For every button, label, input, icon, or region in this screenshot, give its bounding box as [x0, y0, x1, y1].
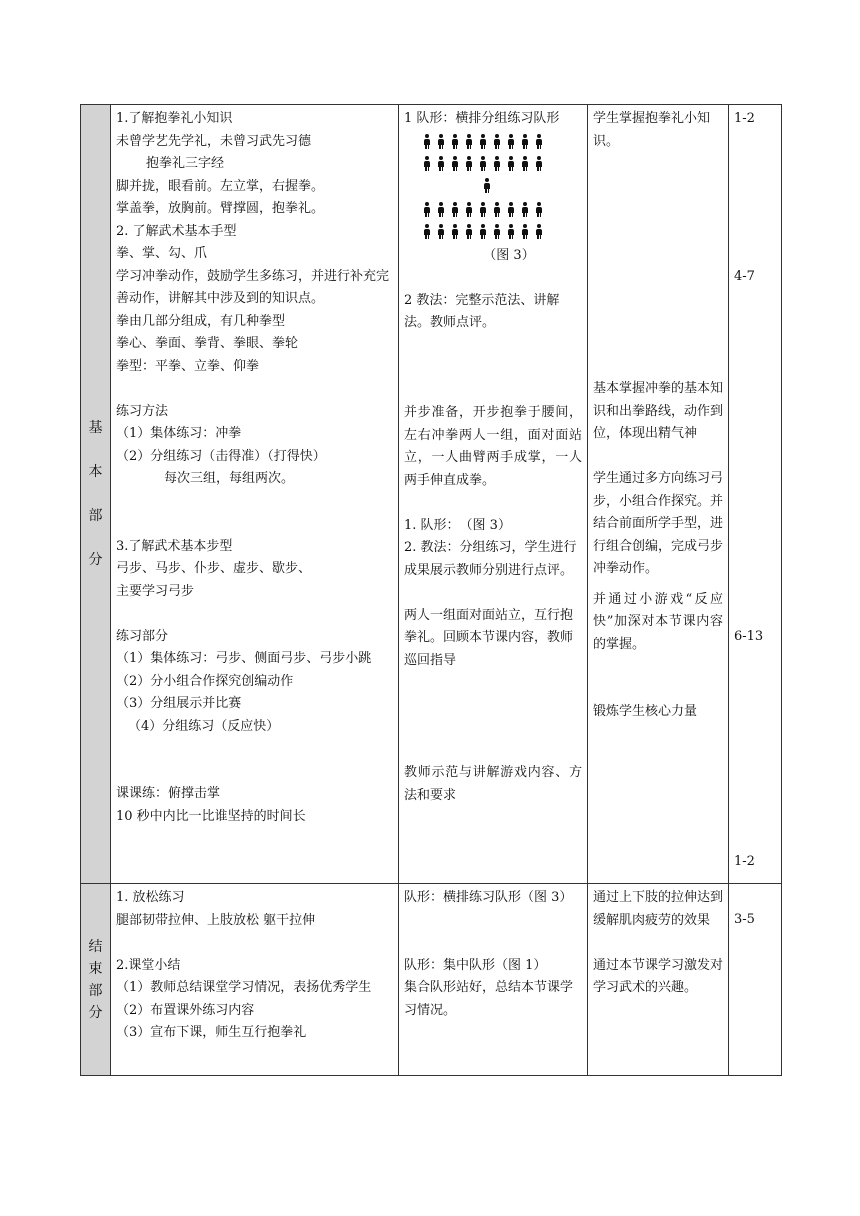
person-icon — [536, 224, 542, 239]
content-line: 抱拳礼三字经 — [146, 156, 225, 171]
time-value: 1-2 — [734, 111, 755, 126]
content-line: 拳型：平拳、立拳、仰拳 — [116, 358, 260, 374]
goal-line: 学生掌握抱拳礼小知识。 — [593, 111, 711, 149]
person-icon — [494, 134, 500, 149]
time-value: 4-7 — [734, 269, 755, 284]
person-icon — [508, 224, 514, 239]
section-char: 部 — [88, 982, 103, 999]
content-line: 1. 放松练习 — [116, 890, 185, 905]
method-line: 队形：集中队形（图 1） — [404, 957, 547, 973]
person-icon — [522, 156, 528, 171]
content-line: 练习部分 — [116, 628, 169, 644]
content-line: 课课练：俯撑击掌 — [116, 786, 221, 801]
person-icon — [452, 134, 458, 149]
person-icon — [438, 134, 444, 149]
goal-line: 并通过小游戏“反应快”加深对本节课内容的掌握。 — [593, 591, 723, 652]
formation-row — [424, 133, 582, 149]
end-section-row — [81, 884, 782, 1076]
person-icon — [522, 134, 528, 149]
content-line: 1.了解抱拳礼小知识 — [116, 111, 233, 126]
person-icon — [522, 224, 528, 239]
end-goal-cell — [588, 884, 729, 1076]
person-icon — [508, 156, 514, 171]
content-line: 拳、掌、勾、爪 — [116, 246, 208, 261]
basic-goal-cell — [588, 105, 729, 884]
method-line: 2 教法：完整示范法、讲解法。教师点评。 — [404, 292, 560, 330]
person-icon — [536, 202, 542, 217]
person-icon — [480, 224, 486, 239]
content-line: 未曾学艺先学礼，未曾习武先习德 — [116, 133, 312, 149]
section-char: 部 — [88, 508, 103, 524]
person-icon — [424, 224, 430, 239]
content-line: 拳由几部分组成，有几种拳型 — [116, 313, 286, 329]
person-icon — [424, 202, 430, 217]
goal-line: 基本掌握冲拳的基本知识和出拳路线，动作到位，体现出精气神 — [593, 381, 724, 441]
method-line: 1. 队形： （图 3） — [404, 517, 511, 533]
end-time-cell — [729, 884, 782, 1076]
content-line: 3.了解武术基本步型 — [116, 538, 233, 554]
person-icon — [494, 202, 500, 217]
person-icon — [480, 202, 486, 217]
formation-diagram — [424, 133, 582, 239]
content-line: 弓步、马步、仆步、虚步、歇步、 — [116, 561, 312, 576]
content-line: 每次三组，每组两次。 — [164, 471, 295, 486]
content-line: （3）宣布下课，师生互行抱拳礼 — [116, 1025, 307, 1040]
person-icon — [522, 202, 528, 217]
method-line: 两人一组面对面站立，互行抱拳礼。回顾本节课内容，教师巡回指导 — [404, 607, 574, 668]
basic-method-cell — [399, 105, 588, 884]
content-line: （2）分小组合作探究创编动作 — [116, 673, 294, 689]
goal-line: 学生通过多方向练习弓步，小组合作探究。并结合前面所学手型，进行组合创编，完成弓步冲拳动作。 — [593, 471, 724, 576]
person-icon — [438, 202, 444, 217]
person-icon — [452, 202, 458, 217]
content-line: 2.课堂小结 — [116, 957, 181, 973]
person-icon — [466, 224, 472, 239]
method-line: 队形：横排练习队形（图 3） — [404, 890, 573, 905]
method-line: 集合队形站好，总结本节课学习情况。 — [404, 980, 574, 1018]
person-icon — [508, 202, 514, 217]
content-line: （1）集体练习：弓步、侧面弓步、弓步小跳 — [116, 651, 372, 666]
person-icon — [494, 224, 500, 239]
content-line: （3）分组展示并比赛 — [116, 696, 242, 711]
section-char: 基 — [88, 420, 103, 436]
content-line: 主要学习弓步 — [116, 583, 195, 599]
formation-row — [424, 155, 582, 171]
person-icon — [452, 224, 458, 239]
person-icon — [536, 156, 542, 171]
person-icon — [480, 134, 486, 149]
basic-content-cell — [111, 105, 399, 884]
person-icon — [536, 134, 542, 149]
section-char: 本 — [88, 464, 103, 480]
content-line: 脚并拢，眼看前。左立掌，右握拳。 — [116, 178, 325, 194]
goal-line: 锻炼学生核心力量 — [593, 704, 698, 719]
formation-row — [424, 177, 550, 193]
section-char: 束 — [88, 960, 103, 977]
person-icon — [466, 202, 472, 217]
content-line: 10 秒中内比一比谁坚持的时间长 — [116, 808, 306, 824]
person-icon — [484, 178, 490, 193]
method-line: 1 队形：横排分组练习队形 — [404, 111, 560, 126]
content-line: 2. 了解武术基本手型 — [116, 223, 237, 239]
section-char: 结 — [88, 938, 103, 955]
section-label-basic — [81, 105, 111, 884]
method-line: 并步准备，开步抱拳于腰间，左右冲拳两人一组，面对面站立，一人曲臂两手成掌，一人两手伸直成拳。 — [404, 405, 582, 488]
person-icon — [438, 224, 444, 239]
section-char: 分 — [88, 552, 103, 568]
section-label-end — [81, 884, 111, 1076]
lesson-plan-table — [80, 104, 782, 1076]
formation-row — [424, 201, 582, 217]
end-method-cell — [399, 884, 588, 1076]
goal-line: 通过上下肢的拉伸达到缓解肌肉疲劳的效果 — [593, 890, 724, 928]
content-line: （2）布置课外练习内容 — [116, 1002, 255, 1018]
content-line: 练习方法 — [116, 403, 169, 419]
person-icon — [494, 156, 500, 171]
content-line: 拳心、拳面、拳背、拳眼、拳轮 — [116, 336, 299, 351]
time-value: 6-13 — [734, 629, 764, 644]
basic-time-cell — [729, 105, 782, 884]
content-line: 掌盖拳，放胸前。臂撑圆，抱拳礼。 — [116, 201, 325, 216]
time-value: 1-2 — [734, 854, 755, 869]
basic-section-row — [81, 105, 782, 884]
method-line: 2. 教法：分组练习，学生进行成果展示教师分别进行点评。 — [404, 540, 577, 578]
person-icon — [508, 134, 514, 149]
content-line: （2）分组练习（击得准）（打得快） — [116, 448, 326, 464]
person-icon — [466, 134, 472, 149]
formation-row — [424, 223, 582, 239]
person-icon — [452, 156, 458, 171]
content-line: （1）教师总结课堂学习情况，表扬优秀学生 — [116, 980, 372, 995]
content-line: （1）集体练习：冲拳 — [116, 426, 242, 441]
end-content-cell — [111, 884, 399, 1076]
goal-line: 通过本节课学习激发对学习武术的兴趣。 — [593, 957, 724, 995]
person-icon — [466, 156, 472, 171]
content-line: 学习冲拳动作，鼓励学生多练习，并进行补充完善动作，讲解其中涉及到的知识点。 — [116, 268, 390, 306]
person-icon — [424, 134, 430, 149]
content-line: 腿部韧带拉伸、上肢放松 躯干拉伸 — [116, 912, 316, 928]
person-icon — [424, 156, 430, 171]
section-char: 分 — [88, 1004, 103, 1021]
figure-caption: （图 3） — [483, 247, 535, 263]
content-line: （4）分组练习（反应快） — [128, 718, 280, 734]
method-line: 教师示范与讲解游戏内容、方法和要求 — [404, 765, 582, 803]
person-icon — [438, 156, 444, 171]
person-icon — [480, 156, 486, 171]
time-value: 3-5 — [734, 912, 755, 927]
